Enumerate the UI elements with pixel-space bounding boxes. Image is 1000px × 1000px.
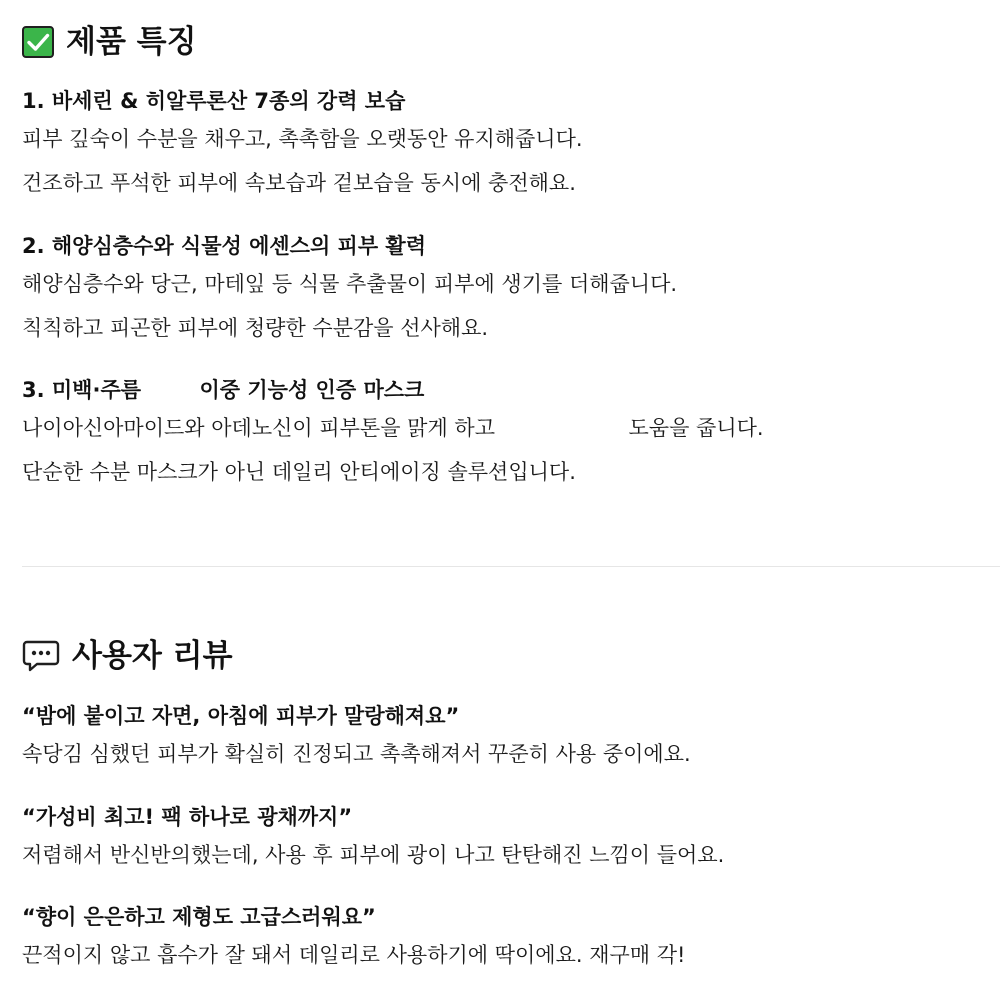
feature-line: 나이아신아마이드와 아데노신이 피부톤을 맑게 하고 도움을 줍니다. — [22, 416, 764, 440]
feature-item-1 — [22, 86, 982, 212]
feature-line: 해양심층수와 당근, 마테잎 등 식물 추출물이 피부에 생기를 더해줍니다. — [22, 272, 678, 296]
features-title: 제품 특징 — [66, 24, 197, 60]
review-text: 속당김 심했던 피부가 확실히 진정되고 촉촉해져서 꾸준히 사용 중이에요. — [22, 742, 691, 766]
feature-line: 피부 깊숙이 수분을 채우고, 촉촉함을 오랫동안 유지해줍니다. — [22, 127, 583, 151]
review-text: 끈적이지 않고 흡수가 잘 돼서 데일리로 사용하기에 딱이에요. 재구매 각! — [22, 943, 686, 967]
review-item-3 — [22, 902, 982, 984]
review-heading: “가성비 최고! 팩 하나로 광채까지” — [22, 805, 353, 829]
reviews-title: 사용자 리뷰 — [72, 638, 233, 674]
feature-heading: 1. 바세린 & 히알루론산 7종의 강력 보습 — [22, 89, 406, 113]
feature-item-2 — [22, 231, 982, 357]
feature-line: 건조하고 푸석한 피부에 속보습과 겉보습을 동시에 충전해요. — [22, 171, 576, 195]
review-item-2 — [22, 802, 982, 884]
feature-heading: 2. 해양심층수와 식물성 에센스의 피부 활력 — [22, 234, 427, 258]
section-divider — [22, 566, 1000, 567]
review-heading: “밤에 붙이고 자면, 아침에 피부가 말랑해져요” — [22, 704, 460, 728]
feature-heading: 3. 미백·주름 이중 기능성 인증 마스크 — [22, 378, 425, 402]
speech-balloon-icon — [22, 638, 60, 674]
feature-line: 칙칙하고 피곤한 피부에 청량한 수분감을 선사해요. — [22, 316, 489, 340]
feature-item-3 — [22, 375, 982, 501]
review-item-1 — [22, 701, 982, 783]
reviews-section-title — [22, 638, 233, 674]
review-text: 저렴해서 반신반의했는데, 사용 후 피부에 광이 나고 탄탄해진 느낌이 들어요. — [22, 843, 725, 867]
check-mark-button-icon — [22, 26, 54, 58]
features-section-title — [22, 24, 197, 60]
feature-line: 단순한 수분 마스크가 아닌 데일리 안티에이징 솔루션입니다. — [22, 460, 576, 484]
review-heading: “향이 은은하고 제형도 고급스러워요” — [22, 905, 376, 929]
